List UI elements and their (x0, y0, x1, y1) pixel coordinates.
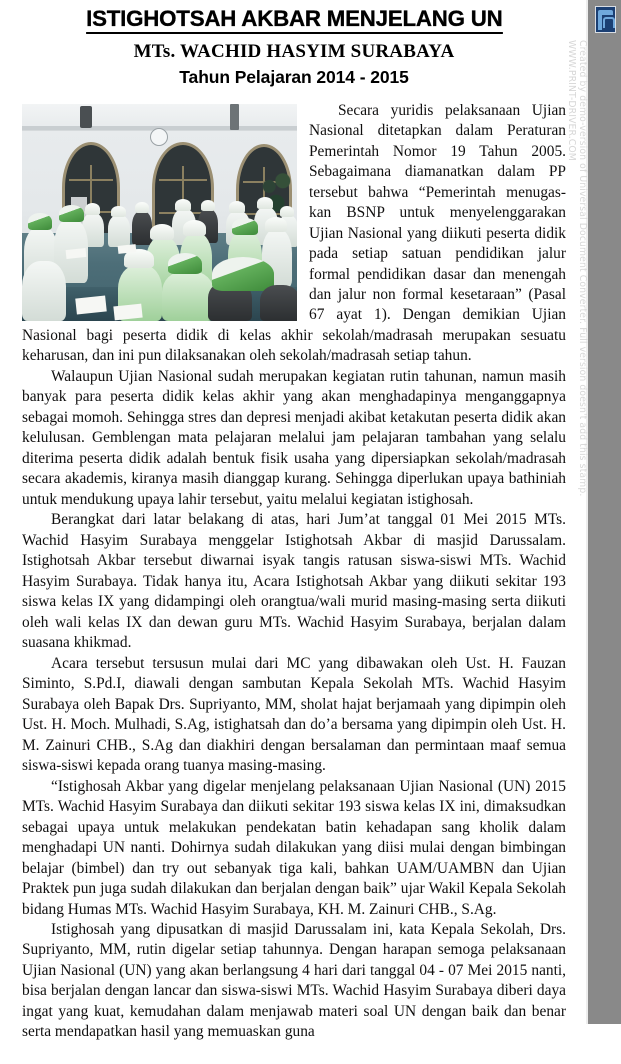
wall-clock-icon (150, 128, 168, 146)
document-header (0, 0, 588, 88)
paragraph-3: Berangkat dari latar belakang di atas, hari Jum’at tanggal 01 Mei 2015 MTs. Wachid Hasyim Surabaya menggelar Istighotsah Akbar di masjid Darussalam. Istighotsah Akbar tersebut diwarnai isyak tangis ratusan siswa-siswi MTs. Wachid Hasyim Surabaya. Tidak hanya itu, Acara Istighotsah Akbar yang diikuti sekitar 193 siswa kelas IX yang didampingi oleh orangtua/wali murid masing-masing serta diikuti oleh wali kelas IX dan dewan guru MTs. Wachid Hasyim Surabaya, berjalan dalam suasana khikmad. (22, 511, 566, 652)
mosque-istighotsah-photo (22, 104, 297, 321)
paragraph-2: Walaupun Ujian Nasional sudah merupakan kegiatan rutin tahunan, namun masih banyak para peserta didik kelas akhir yang akan menghadapinya menganggapnya sebagai momoh. Sehingga stres dan depresi menjadi akibat ketakutan peserta didik akan kelulusan. Gemblengan mata pelajaran melalui jam pelajaran tambahan yang selalu diterima peserta didik adalah bentuk fisik usaha yang dipersiapkan sekolah/madrasah secara akademis, kiranya masih dianggap kurang. Sehingga diperlukan upaya bathiniah untuk mendukung upaya lahir tersebut, yaitu melalui kegiatan istighosah. (22, 367, 566, 508)
watermark-line-2: WWW.PRINT-DRIVER.COM (566, 40, 577, 161)
watermark-line-1: Created by demo-version of Universal Document Converter. Full version doesn't add this stamp. (577, 40, 588, 497)
paragraph-1-text: Secara yuridis pelaksanaan Ujian Nasional ditetapkan dalam Peraturan Pemerintah Nomor 19 Tahun 2005. Sebagaimana diamanatkan dalam PP tersebut bahwa “Pemerintah menugas-kan BSNP untuk menyelenggarakan Ujian Nasional yang diikuti peserta didik pada setiap satuan pendidikan jalur formal pendidikan dasar dan menengah dan jalur non formal kesetaraan” (Pasal 67 ayat 1). Dengan demikian Ujian Nasional bagi peserta didik di kelas akhir sekolah/madrasah merupakan sesuatu keharusan, dan ini pun dilaksanakan oleh sekolah/madrasah setiap tahun. (22, 101, 566, 365)
page-title: ISTIGHOTSAH AKBAR MENJELANG UN (86, 7, 502, 34)
watermark-sidebar (566, 0, 621, 1024)
article-body (0, 88, 588, 1043)
paragraph-6: Istighosah yang dipusatkan di masjid Darussalam ini, kata Kepala Sekolah, Drs. Supriyanto, MM, rutin digelar setiap tahunnya. Dengan harapan semoga pelaksanaan Ujian Nasional (UN) yang akan berlangsung 4 hari dari tanggal 04 - 07 Mei 2015 nanti, bisa berjalan dengan lancar dan siswa-siswi MTs. Wachid Hasyim Surabaya diberi daya ingat yang kuat, kemudahan dalam menjawab materi soal UN dengan baik dan benar serta mendapatkan hasil yang memuaskan guna (22, 921, 566, 1041)
paragraph-1 (22, 101, 566, 367)
academic-year: Tahun Pelajaran 2014 - 2015 (179, 66, 409, 87)
paragraph-4: Acara tersebut tersusun mulai dari MC yang dibawakan oleh Ust. H. Fauzan Siminto, S.Pd.I, diawali dengan sambutan Kepala Sekolah MTs. Wachid Hasyim Surabaya oleh Bapak Drs. Supriyanto, MM, sholat hajat berjamaah yang dipimpin oleh Ust. H. Moch. Mulhadi, S.Ag, istighatsah dan do’a bersama yang dipimpin oleh Ust. H. M. Zainuri CHB., S.Ag dan diakhiri dengan bersalaman dan permintaan maaf semua siswa-siswi kepada orang tuanya masing-masing. (22, 654, 566, 775)
udc-logo-icon (595, 6, 616, 33)
paragraph-5: “Istighosah Akbar yang digelar menjelang pelaksanaan Ujian Nasional (UN) 2015 MTs. Wachid Hasyim Surabaya dan diikuti sekitar 193 siswa kelas IX ini, dimaksudkan sebagai upaya untuk melakukan pendekatan batin kehadapan sang kholik dalam menghadapi UN nanti. Dohirnya sudah dilakukan yang diisi mulai dengan bimbingan belajar (bimbel) dan try out sebanyak tiga kali, bahkan UAM/UAMBN dan Ujian Praktek pun juga sudah dilakukan dan berjalan dengan baik” ujar Wakil Kepala Sekolah bidang Humas MTs. Wachid Hasyim Surabaya, KH. M. Zainuri CHB., S.Ag. (22, 777, 566, 918)
school-name: MTs. WACHID HASYIM SURABAYA (133, 40, 455, 62)
